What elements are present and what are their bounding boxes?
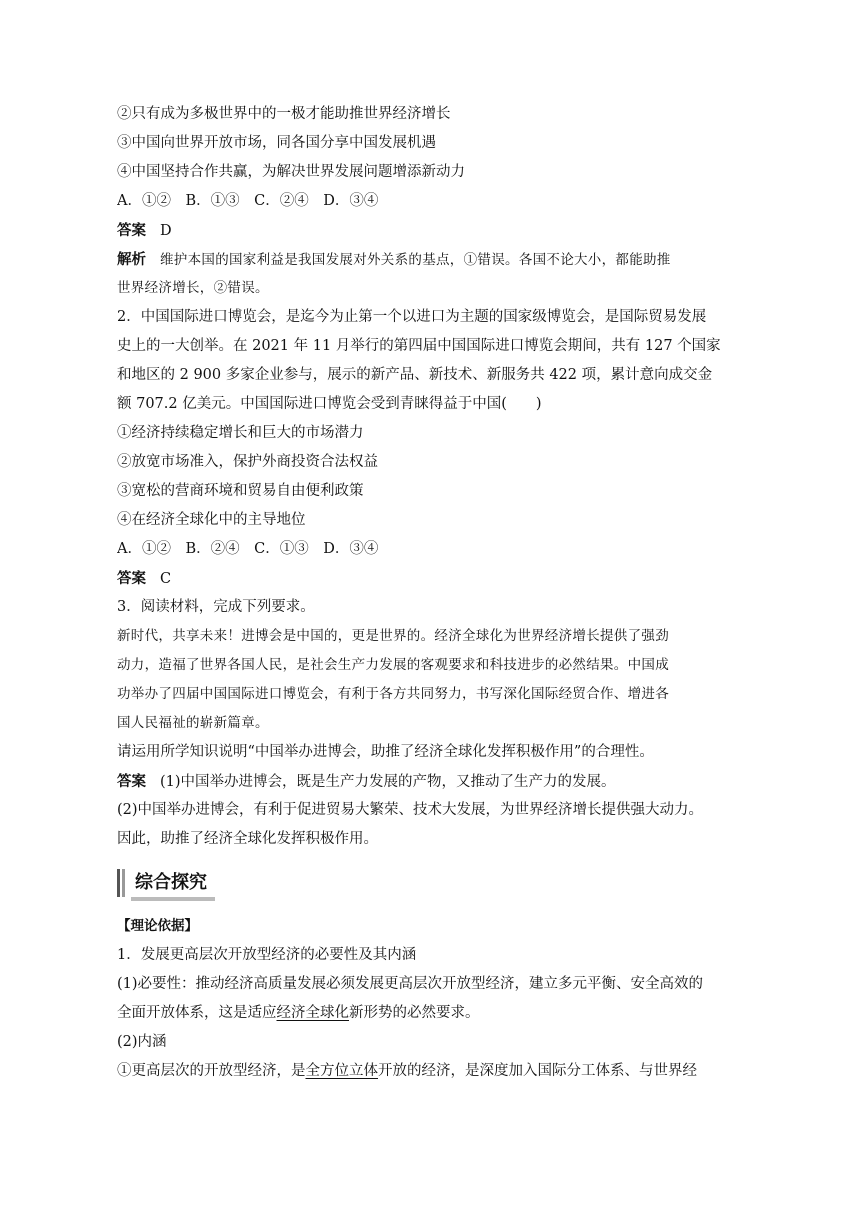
q1-option-3: ③中国向世界开放市场，同各国分享中国发展机遇 (117, 135, 436, 151)
q1-choices: A．①② B．①③ C．②④ D．③④ (117, 193, 379, 209)
q3-material-2: 动力，造福了世界各国人民，是社会生产力发展的客观要求和科技进步的必然结果。中国成 (117, 657, 669, 673)
q1-analysis (117, 245, 747, 274)
q2-stem-2: 史上的一大创举。在 2021 年 11 月举行的第四届中国国际进口博览会期间，共有 127 个国家 (117, 338, 721, 354)
theory-connotation-text-b: 开放的经济，是深度加入国际分工体系、与世界经 (378, 1063, 697, 1079)
q3-stem: 3．阅读材料，完成下列要求。 (117, 599, 315, 615)
theory-subhead: 【理论依据】 (117, 918, 198, 934)
q2-option-2: ②放宽市场准入，保护外商投资合法权益 (117, 454, 378, 470)
q2-option-4: ④在经济全球化中的主导地位 (117, 512, 306, 528)
theory-necessity-2 (117, 999, 747, 1028)
q2-choices: A．①② B．②④ C．①③ D．③④ (117, 541, 379, 557)
q2-option-3: ③宽松的营商环境和贸易自由便利政策 (117, 483, 364, 499)
section-marker-icon (117, 869, 125, 897)
q2-option-1: ①经济持续稳定增长和巨大的市场潜力 (117, 425, 364, 441)
q1-analysis-text-2: 世界经济增长，②错误。 (117, 280, 269, 296)
q1-option-2: ②只有成为多极世界中的一极才能助推世界经济增长 (117, 106, 451, 122)
q1-analysis-text: 维护本国的国家利益是我国发展对外关系的基点，①错误。各国不论大小，都能助推 (160, 252, 671, 268)
q1-analysis-label: 解析 (117, 251, 146, 268)
q2-answer-value: C (160, 571, 172, 587)
q1-option-4: ④中国坚持合作共赢，为解决世界发展问题增添新动力 (117, 164, 465, 180)
q3-answer-3: 因此，助推了经济全球化发挥积极作用。 (117, 831, 378, 847)
q3-material-1: 新时代，共享未来！进博会是中国的，更是世界的。经济全球化为世界经济增长提供了强劲 (117, 628, 669, 644)
q3-answer-text-1: (1)中国举办进博会，既是生产力发展的产物，又推动了生产力的发展。 (160, 774, 616, 790)
section-header (117, 866, 747, 900)
section-title: 综合探究 (131, 865, 215, 901)
underlined-term: 全方位立体 (305, 1063, 378, 1079)
q1-answer (117, 216, 747, 245)
q3-answer-2: (2)中国举办进博会，有利于促进贸易大繁荣、技术大发展，为世界经济增长提供强大动力。 (117, 802, 704, 818)
q2-answer-label: 答案 (117, 570, 146, 587)
q1-answer-value: D (160, 223, 172, 239)
underlined-term: 经济全球化 (276, 1005, 349, 1021)
q1-answer-label: 答案 (117, 222, 146, 239)
q3-material-4: 国人民福祉的崭新篇章。 (117, 715, 269, 731)
theory-necessity-1: (1)必要性：推动经济高质量发展必须发展更高层次开放型经济，建立多元平衡、安全高效的 (117, 976, 704, 992)
theory-point-1: 1．发展更高层次开放型经济的必要性及其内涵 (117, 947, 417, 963)
page-content (117, 100, 747, 1086)
q2-stem-1: 2．中国国际进口博览会，是迄今为止第一个以进口为主题的国家级博览会，是国际贸易发展 (117, 309, 707, 325)
q2-stem-3: 和地区的 2 900 多家企业参与，展示的新产品、新技术、新服务共 422 项，累计意向成交金 (117, 367, 713, 383)
q3-answer-1 (117, 767, 747, 796)
q3-material-3: 功举办了四届中国国际进口博览会，有利于各方共同努力，书写深化国际经贸合作、增进各 (117, 686, 669, 702)
theory-connotation-1 (117, 1057, 747, 1086)
q3-answer-label: 答案 (117, 773, 146, 790)
q2-stem-4: 额 707.2 亿美元。中国国际进口博览会受到青睐得益于中国( ) (117, 396, 542, 412)
theory-connotation-text-a: ①更高层次的开放型经济，是 (117, 1063, 306, 1079)
q2-answer (117, 564, 747, 593)
theory-necessity-text-a: 全面开放体系，这是适应 (117, 1005, 277, 1021)
theory-necessity-text-b: 新形势的必然要求。 (349, 1005, 480, 1021)
theory-connotation-heading: (2)内涵 (117, 1034, 167, 1050)
q3-question: 请运用所学知识说明“中国举办进博会，助推了经济全球化发挥积极作用”的合理性。 (117, 744, 654, 760)
